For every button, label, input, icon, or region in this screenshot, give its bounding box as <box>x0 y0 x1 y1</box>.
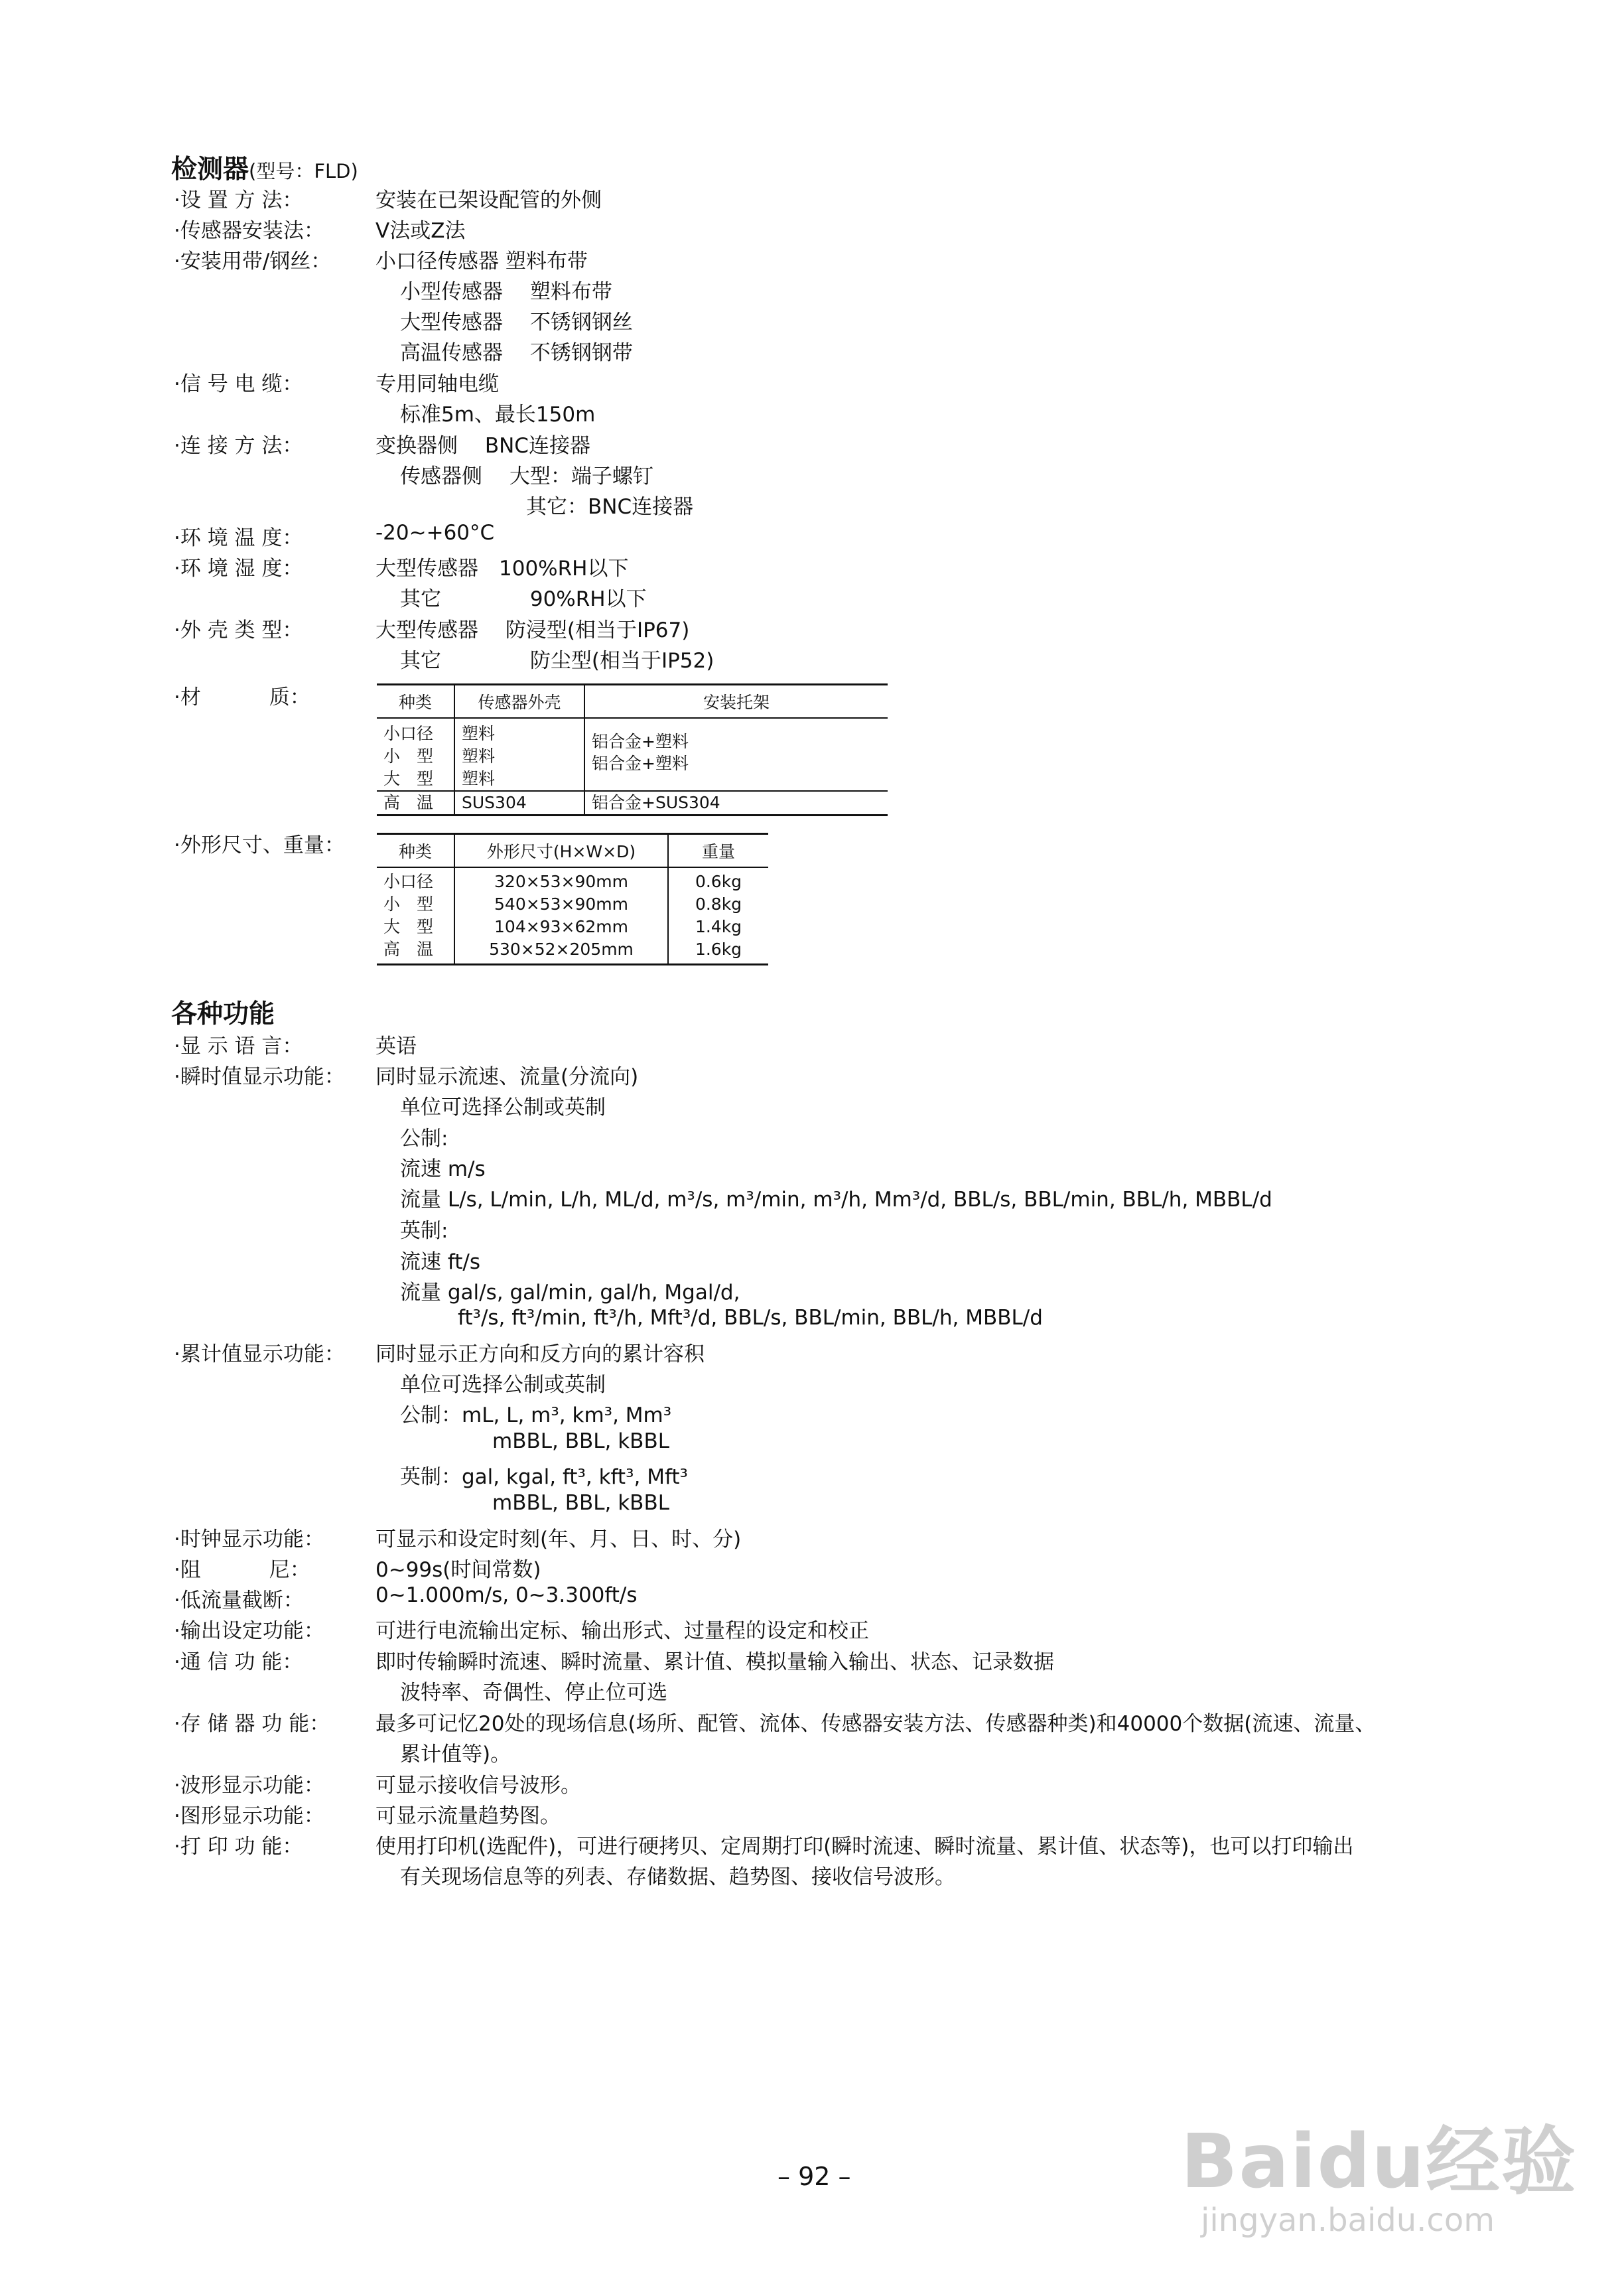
table-header: 种类 <box>377 685 454 719</box>
table-cell: 塑料 <box>454 768 584 791</box>
row-value: 标准5m、最长150m <box>400 403 596 427</box>
row-value: 即时传输瞬时流速、瞬时流量、累计值、模拟量输入输出、状态、记录数据 <box>375 1650 1054 1674</box>
row-label-waveform: ·波形显示功能： <box>174 1774 324 1798</box>
row-label-damping: ·阻 尼： <box>174 1558 310 1582</box>
row-value: 大型传感器 不锈钢钢丝 <box>400 311 633 334</box>
row-value: V法或Z法 <box>375 219 466 243</box>
row-value: 0~99s(时间常数) <box>375 1558 541 1582</box>
row-value: 流速 m/s <box>400 1157 486 1181</box>
row-value: 最多可记忆20处的现场信息(场所、配管、流体、传感器安装方法、传感器种类)和40000个数据(流速、流量、 <box>375 1712 1376 1736</box>
row-label-ambient-humidity: ·环 境 湿 度： <box>174 557 303 581</box>
table-cell: 铝合金+塑料 <box>592 754 689 773</box>
row-value: 流速 ft/s <box>400 1250 480 1274</box>
table-cell: 1.4kg <box>668 916 768 938</box>
row-value: 英制：gal, kgal, ft³, kft³, Mft³ <box>400 1465 688 1489</box>
row-label-printing: ·打 印 功 能： <box>174 1835 303 1859</box>
row-value: 变换器侧 BNC连接器 <box>375 434 590 458</box>
row-value: 其它 90%RH以下 <box>400 587 647 611</box>
table-row <box>377 938 768 965</box>
table-cell: 高 温 <box>383 940 434 959</box>
row-label-output-setting: ·输出设定功能： <box>174 1619 324 1643</box>
table-header: 安装托架 <box>584 685 888 719</box>
table-cell: 小口径 <box>383 872 434 891</box>
row-label-material: ·材 质： <box>174 685 310 709</box>
row-value: 其它 防尘型(相当于IP52) <box>400 649 714 673</box>
table-header: 传感器外壳 <box>454 685 584 719</box>
row-value: 同时显示正方向和反方向的累计容积 <box>375 1342 705 1366</box>
row-label-instant-display: ·瞬时值显示功能： <box>174 1065 345 1089</box>
table-cell: 高 温 <box>377 791 454 816</box>
watermark-url: jingyan.baidu.com <box>1201 2202 1495 2239</box>
row-value: 英语 <box>375 1034 417 1058</box>
table-cell: 530×52×205mm <box>454 938 668 965</box>
row-value: 同时显示流速、流量(分流向) <box>375 1065 639 1089</box>
table-cell: 0.8kg <box>668 893 768 916</box>
row-label-connection: ·连 接 方 法： <box>174 434 303 458</box>
row-label-install-method: ·设 置 方 法： <box>174 188 303 212</box>
table-cell: 大 型 <box>383 769 434 788</box>
dimension-table <box>377 833 768 965</box>
row-label-display-language: ·显 示 语 言： <box>174 1034 303 1058</box>
row-value: 流量 L/s, L/min, L/h, ML/d, m³/s, m³/min, m³/h, Mm³/d, BBL/s, BBL/min, BBL/h, MBBL/d <box>400 1188 1272 1212</box>
page-number: – 92 – <box>778 2162 851 2191</box>
row-label-memory: ·存 储 器 功 能： <box>174 1712 330 1736</box>
row-label-dimensions-weight: ·外形尺寸、重量： <box>174 833 345 857</box>
table-cell-merged <box>584 718 888 791</box>
row-label-enclosure: ·外 壳 类 型： <box>174 618 303 642</box>
table-cell: 320×53×90mm <box>454 867 668 893</box>
table-cell: 塑料 <box>454 718 584 745</box>
table-cell: 小 型 <box>383 894 434 914</box>
row-value: mBBL, BBL, kBBL <box>492 1491 669 1515</box>
row-value: 公制：mL, L, m³, km³, Mm³ <box>400 1403 672 1427</box>
row-value: 英制: <box>400 1219 448 1243</box>
row-label-signal-cable: ·信 号 电 缆： <box>174 372 303 396</box>
row-value: 波特率、奇偶性、停止位可选 <box>400 1681 667 1705</box>
row-value: 大型传感器 防浸型(相当于IP67) <box>375 618 690 642</box>
table-cell: 铝合金+塑料 <box>592 732 689 751</box>
table-header: 外形尺寸(H×W×D) <box>454 834 668 868</box>
table-cell: 1.6kg <box>668 938 768 965</box>
table-cell: 0.6kg <box>668 867 768 893</box>
table-cell: 小 型 <box>383 747 434 766</box>
material-table <box>377 683 888 816</box>
row-value: 传感器侧 大型：端子螺钉 <box>400 464 653 488</box>
table-header: 重量 <box>668 834 768 868</box>
table-cell: 小口径 <box>383 724 434 743</box>
row-value: 单位可选择公制或英制 <box>400 1373 606 1397</box>
row-value: 可显示和设定时刻(年、月、日、时、分) <box>375 1528 742 1551</box>
row-label-ambient-temp: ·环 境 温 度： <box>174 526 303 550</box>
table-row <box>377 791 888 816</box>
row-value: 0~1.000m/s, 0~3.300ft/s <box>375 1583 638 1607</box>
row-label-totalizer-display: ·累计值显示功能： <box>174 1342 345 1366</box>
table-cell: 铝合金+SUS304 <box>584 791 888 816</box>
watermark-brand: Baidu经验 <box>1181 2119 1578 2205</box>
section-title-text: 检测器 <box>171 155 249 184</box>
section-title-detector <box>171 149 358 186</box>
row-label-communication: ·通 信 功 能： <box>174 1650 303 1674</box>
row-value: 安装在已架设配管的外侧 <box>375 188 602 212</box>
table-row <box>377 718 888 745</box>
row-value: 专用同轴电缆 <box>375 372 499 396</box>
table-row <box>377 893 768 916</box>
table-cell: 540×53×90mm <box>454 893 668 916</box>
row-value: 有关现场信息等的列表、存储数据、趋势图、接收信号波形。 <box>400 1865 955 1889</box>
row-label-graph: ·图形显示功能： <box>174 1804 324 1828</box>
table-cell: 大 型 <box>383 917 434 936</box>
table-cell: 塑料 <box>454 745 584 768</box>
row-value: 可显示流量趋势图。 <box>375 1804 561 1828</box>
row-value: -20~+60°C <box>375 521 495 545</box>
row-value: 小口径传感器 塑料布带 <box>375 249 588 273</box>
row-value: 单位可选择公制或英制 <box>400 1096 606 1119</box>
model-number: (型号：FLD) <box>249 160 358 182</box>
row-label-low-flow-cutoff: ·低流量截断： <box>174 1589 304 1612</box>
table-header: 种类 <box>377 834 454 868</box>
row-value: 流量 gal/s, gal/min, gal/h, Mgal/d, <box>400 1281 740 1305</box>
row-label-clock: ·时钟显示功能： <box>174 1528 324 1551</box>
section-title-functions: 各种功能 <box>171 999 275 1029</box>
row-value: 使用打印机(选配件)，可进行硬拷贝、定周期打印(瞬时流速、瞬时流量、累计值、状态等)，也可以打印输出 <box>375 1835 1354 1859</box>
row-value: 其它：BNC连接器 <box>526 495 694 519</box>
table-row <box>377 916 768 938</box>
row-value: ft³/s, ft³/min, ft³/h, Mft³/d, BBL/s, BBL/min, BBL/h, MBBL/d <box>458 1306 1043 1330</box>
row-value: 大型传感器 100%RH以下 <box>375 557 629 581</box>
row-value: 高温传感器 不锈钢钢带 <box>400 341 633 365</box>
row-value: 小型传感器 塑料布带 <box>400 280 612 304</box>
table-row <box>377 867 768 893</box>
table-cell: SUS304 <box>454 791 584 816</box>
table-cell: 104×93×62mm <box>454 916 668 938</box>
row-label-sensor-mount: ·传感器安装法： <box>174 219 324 243</box>
row-value: 累计值等)。 <box>400 1743 511 1766</box>
row-label-mount-band: ·安装用带/钢丝： <box>174 249 332 273</box>
row-value: mBBL, BBL, kBBL <box>492 1429 669 1453</box>
row-value: 可进行电流输出定标、输出形式、过量程的设定和校正 <box>375 1619 869 1643</box>
row-value: 可显示接收信号波形。 <box>375 1774 581 1798</box>
row-value: 公制: <box>400 1127 448 1151</box>
